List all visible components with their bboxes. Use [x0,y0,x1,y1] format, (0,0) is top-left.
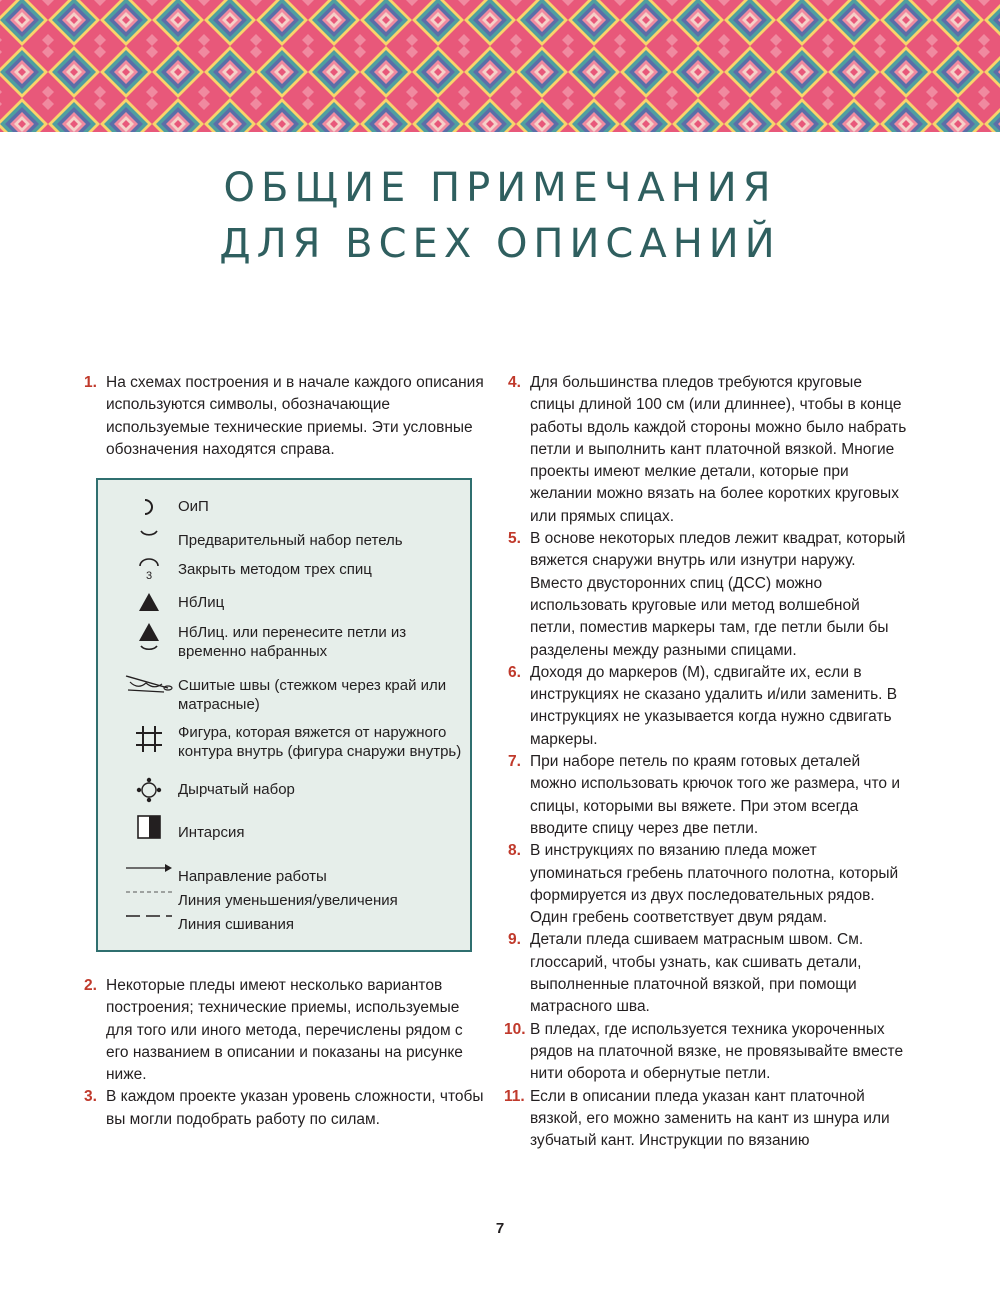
note-2 [84,975,484,1086]
legend-label: Предварительный набор петель [178,532,403,549]
note-text: При наборе петель по краям готовых деталей можно использовать крючок того же размера, что и спицы, которыми вы вяжете. При этом всегда вводите спицу через две петли. [530,753,900,837]
three-label: 3 [146,570,153,582]
note-number: 4. [508,374,521,391]
note-6 [508,662,908,751]
note-7 [508,751,908,840]
legend-label: НбЛиц [178,594,225,611]
left-column-lower [84,975,484,1131]
note-text: В инструкциях по вязанию пледа может упоминаться гребень платочного полотна, который формируется из двух последовательных рядов. Один гребень соответствует двум рядам. [530,842,899,927]
note-number: 1. [84,374,97,391]
bind-off-icon [122,497,176,517]
note-text: В пледах, где используется техника укороченных рядов на платочной вязке, не провязывайте вместе нити оборота и обернутые петли. [530,1020,904,1083]
intarsia-icon [122,814,176,840]
note-4 [508,372,908,528]
page-title [0,160,1000,272]
decorative-banner [0,0,1000,132]
legend-label: Дырчатый набор [178,781,295,798]
arrow-right-icon [122,861,176,875]
note-text: Некоторые пледы имеют несколько вариантов построения; технические приемы, используемые для того или иного метода, перечислены рядом с его названием в описании и показаны на рисунке ниже. [106,977,463,1084]
legend-label: НбЛиц. или перенесите петли из временно набранных [178,624,407,660]
note-3 [84,1086,484,1131]
title-line-2: ДЛЯ ВСЕХ ОПИСАНИЙ [219,221,781,267]
page-number: 7 [495,1220,505,1237]
note-11 [504,1086,908,1153]
note-number: 7. [508,753,521,771]
note-number: 3. [84,1088,97,1106]
note-text: В каждом проекте указан уровень сложности, чтобы вы могли подобрать работу по силам. [106,1088,484,1128]
note-number: 10. [504,1020,526,1038]
filled-triangle-icon [122,591,176,613]
note-text: На схемах построения и в начале каждого описания используются символы, обозначающие используемые технические приемы. Эти условные обозначения находятся справа. [106,374,484,458]
left-column [84,372,484,461]
legend-label: Сшитые швы (стежком через край или матрасные) [178,677,447,713]
legend-label: Линия уменьшения/увеличения [178,892,398,909]
note-text: Если в описании пледа указан кант платочной вязкой, его можно заменить на кант из шнура или зубчатый кант. Инструкции по вязанию [530,1087,890,1150]
provisional-cast-on-icon [122,525,176,545]
note-5 [508,528,908,662]
legend-label: ОиП [178,498,209,515]
note-text: Для большинства пледов требуются круговые спицы длиной 100 см (или длиннее), чтобы в конце работы вдоль каждой стороны можно было набрать петли и выполнить кант платочной вязкой. Многие проекты имеют мелкие детали, которые при желании можно вязать на более коротких круговых или прямых спицах. [530,374,907,525]
legend-label: Закрыть методом трех спиц [178,561,372,578]
note-1 [84,372,484,461]
dashed-line-icon [122,911,176,921]
note-number: 2. [84,977,97,994]
diamond-pattern [0,0,1000,132]
hash-grid-icon [122,723,176,755]
note-10 [504,1019,908,1086]
symbols-legend [96,478,472,952]
note-number: 8. [508,842,521,860]
note-text: Доходя до маркеров (М), сдвигайте их, если в инструкциях не сказано удалить и/или заменить. В инструкциях не указывается когда нужно сдвигать маркеры. [530,663,898,748]
legend-label: Интарсия [178,824,245,841]
note-text: Детали пледа сшиваем матрасным швом. См. глоссарий, чтобы узнать, как сшивать детали, выполненные платочной вязкой, при помощи матрасного шва. [530,931,864,1016]
title-line-1: ОБЩИЕ ПРИМЕЧАНИЯ [223,165,777,211]
note-9 [508,929,908,1018]
legend-label: Фигура, которая вяжется от наружного контура внутрь (фигура снаружи внутрь) [178,724,462,760]
needle-seam-icon [122,672,176,696]
note-number: 5. [508,530,521,548]
legend-label: Линия сшивания [178,916,295,933]
note-number: 11. [504,1087,525,1105]
triangle-with-arc-icon [122,621,176,657]
three-needle-bind-off-icon [122,558,176,582]
note-8 [508,840,908,929]
note-text: В основе некоторых пледов лежит квадрат, который вяжется снаружи внутрь или изнутри наружу. Вместо двусторонних спиц (ДСС) можно использовать круговые или метод волшебной петли, поместив маркеры там, где петли были бы разделены между разными спицами. [530,530,906,659]
note-number: 9. [508,931,521,949]
eyelet-cast-on-icon [122,776,176,804]
right-column [504,372,908,1152]
dotted-line-icon [122,887,176,897]
note-number: 6. [508,663,521,681]
legend-label: Направление работы [178,868,327,885]
